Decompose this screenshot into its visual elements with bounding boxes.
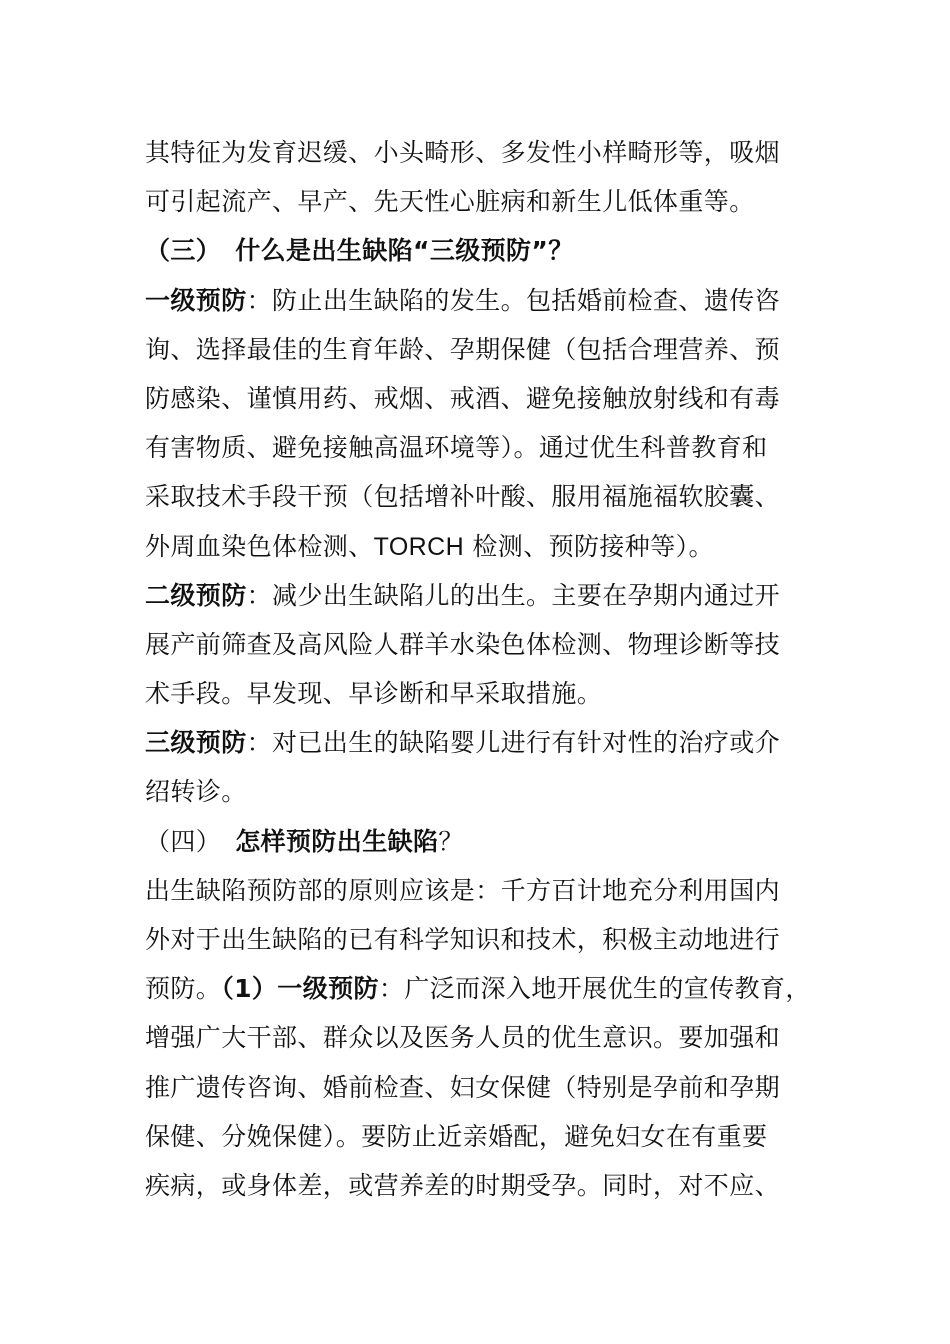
level1-last-line — [145, 522, 835, 571]
level3-colon: ： — [246, 728, 273, 758]
prevention-line-3 — [145, 964, 835, 1013]
text-line: 可引起流产、早产、先天性心脏病和新生儿低体重等。 — [145, 187, 755, 217]
prevention-level1-label: （1）一级预防 — [221, 974, 379, 1004]
level2-label: 二级预防 — [145, 580, 247, 610]
text-line: 出生缺陷预防部的原则应该是：千方百计地充分利用国内 — [145, 875, 781, 905]
level1-text: 防止出生缺陷的发生。包括婚前检查、遗传咨 — [272, 285, 781, 315]
text-line: 保健、分娩保健）。要防止近亲婚配，避免妇女在有重要 — [145, 1121, 768, 1151]
question-mark: ？ — [438, 826, 464, 856]
level3-first-line — [145, 718, 835, 767]
text-line: 增强广大干部、群众以及医务人员的优生意识。要加强和 — [145, 1023, 781, 1053]
text-fragment: ： — [378, 974, 405, 1004]
text-line: 防感染、谨慎用药、戒烟、戒酒、避免接触放射线和有毒 — [145, 383, 781, 413]
text-fragment: 广泛而深入地开展优生的宣传教育， — [404, 974, 811, 1004]
text-line: 术手段。早发现、早诊断和早采取措施。 — [145, 679, 603, 709]
text-line: 采取技术手段干预（包括增补叶酸、服用福施福软胶囊、 — [145, 482, 781, 512]
level1-label: 一级预防 — [145, 285, 247, 315]
level3-text: 对已出生的缺陷婴儿进行有针对性的治疗或介 — [272, 728, 781, 758]
level3-label: 三级预防 — [145, 728, 247, 758]
level2-colon: ： — [246, 580, 273, 610]
section-title: 怎样预防出生缺陷 — [235, 826, 439, 856]
level1-first-line — [145, 276, 835, 325]
text-fragment: 检测、预防接种等）。 — [464, 531, 714, 561]
section-heading-3 — [145, 226, 835, 275]
section-title: 什么是出生缺陷“三级预防”？ — [235, 236, 574, 266]
text-line: 其特征为发育迟缓、小头畸形、多发性小样畸形等，吸烟 — [145, 138, 781, 167]
level1-colon: ： — [246, 285, 273, 315]
level2-first-line — [145, 571, 835, 620]
text-line: 展产前筛查及高风险人群羊水染色体检测、物理诊断等技 — [145, 629, 781, 659]
text-fragment: 外周血染色体检测、 — [145, 531, 374, 561]
text-line: 外对于出生缺陷的已有科学知识和技术，积极主动地进行 — [145, 925, 781, 954]
text-line: 推广遗传咨询、婚前检查、妇女保健（特别是孕前和孕期 — [145, 1072, 781, 1102]
text-line: 询、选择最佳的生育年龄、孕期保健（包括合理营养、预 — [145, 334, 781, 364]
torch-term: TORCH — [373, 532, 465, 561]
section-number: （三） — [145, 236, 222, 266]
text-line: 疾病，或身体差，或营养差的时期受孕。同时，对不应、 — [145, 1170, 781, 1200]
section-heading-4 — [145, 817, 835, 866]
text-line: 有害物质、避免接触高温环境等）。通过优生科普教育和 — [145, 433, 768, 463]
level2-text: 减少出生缺陷儿的出生。主要在孕期内通过开 — [272, 580, 781, 610]
document-body — [145, 128, 835, 1210]
section-number: （四） — [145, 826, 222, 856]
text-fragment: 预防。 — [145, 974, 222, 1004]
text-line: 绍转诊。 — [145, 777, 247, 807]
